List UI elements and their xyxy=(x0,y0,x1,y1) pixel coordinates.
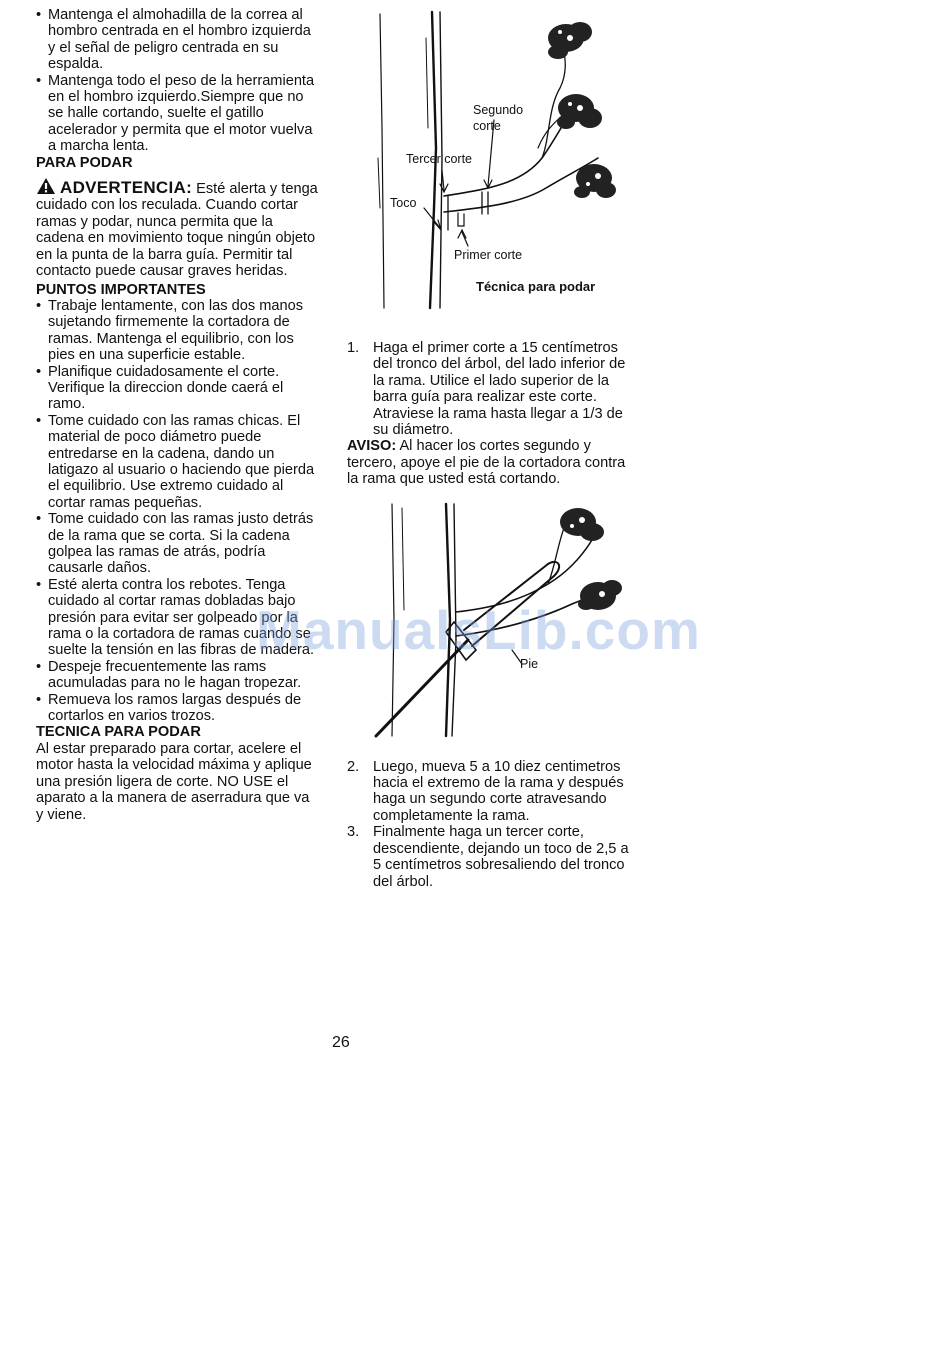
label-tercer-corte: Tercer corte xyxy=(406,152,472,166)
page-number: 26 xyxy=(332,1034,350,1051)
list-item: • Planifique cuidadosamente el corte. Verifique la direccion donde caerá el ramo. xyxy=(36,364,318,413)
list-item xyxy=(347,759,629,825)
steps-list-b xyxy=(347,759,629,890)
puntos-heading: PUNTOS IMPORTANTES xyxy=(36,281,206,298)
aviso-note xyxy=(347,438,629,487)
warning-triangle-icon xyxy=(36,177,56,195)
pruning-illustration xyxy=(370,8,630,310)
warning-label: ADVERTENCIA: xyxy=(60,178,193,198)
aviso-text: Al hacer los cortes segundo y tercero, apoye el pie de la cortadora contra la rama que usted está cortando. xyxy=(347,438,626,488)
list-item: • Esté alerta contra los rebotes. Tenga cuidado al cortar ramas dobladas bajo presión para evitar ser golpeado por la rama o la cortadora de ramas cuando se suelte la tensión en las fibras de madera. xyxy=(36,577,318,659)
step-text: Haga el primer corte a 15 centímetros del tronco del árbol, del lado inferior de la rama. Utilice el lado superior de la barra guía para realizar este corte. Atraviese la rama hasta llegar a 1/3 de su diámetro. xyxy=(373,340,626,439)
label-pie: Pie xyxy=(520,657,539,671)
list-item xyxy=(347,340,629,438)
pruning-technique-figure xyxy=(370,8,630,310)
left-column xyxy=(36,7,318,823)
tecnica-heading: TECNICA PARA PODAR xyxy=(36,724,201,741)
step-number: 1. xyxy=(347,340,360,356)
list-item: • Remueva los ramos largas después de cortarlos en varios trozos. xyxy=(36,692,318,725)
step-text: Finalmente haga un tercer corte, descendiente, dejando un toco de 2,5 a 5 centímetros sobresaliendo del tronco del árbol. xyxy=(373,824,629,890)
para-podar-heading: PARA PODAR xyxy=(36,154,133,171)
step-number: 3. xyxy=(347,824,360,841)
tecnica-text: Al estar preparado para cortar, acelere el motor hasta la velocidad máxima y aplique una presión ligera de corte. NO USE el aparato a la manera de aserradura que va y viene. xyxy=(36,740,312,823)
list-item: • Tome cuidado con las ramas justo detrás de la rama que se corta. Si la cadena golpea las ramas de atrás, podría causarle daños. xyxy=(36,511,318,577)
label-toco: Toco xyxy=(390,196,417,210)
aviso-label: AVISO: xyxy=(347,438,397,455)
figure-caption: Técnica para podar xyxy=(476,279,596,294)
step-text: Luego, mueva 5 a 10 diez centimetros hacia el extremo de la rama y después haga un segundo corte atravesando completamente la rama. xyxy=(373,758,624,824)
warning-block xyxy=(36,177,318,279)
label-primer-corte: Primer corte xyxy=(454,248,523,262)
intro-bullet-list xyxy=(36,7,318,155)
watermark: ManualsLib.com xyxy=(256,599,701,661)
list-item: • Tome cuidado con las ramas chicas. El material de poco diámetro puede entredarse en la cadena, dando un latigazo al usuario o haciendo que pierda el equilibrio. Use extremo cuidado al cortar ramas pequeñas. xyxy=(36,413,318,511)
step-number: 2. xyxy=(347,758,360,775)
warning-text: Esté alerta y tenga cuidado con los reculada. Cuando cortar ramas y podar, nunca permita que la cadena en movimiento toque ningún objeto en la punta de la barra guía. Permitir tal contacto puede causar graves heridas. xyxy=(36,181,318,280)
steps-list-a xyxy=(347,340,629,438)
list-item: • Despeje frecuentemente las rams acumuladas para no le hagan tropezar. xyxy=(36,659,318,692)
list-item: • Trabaje lentamente, con las dos manos sujetando firmemente la cortadora de ramas. Mantenga el equilibrio, con los pies en una superficie estable. xyxy=(36,298,318,364)
list-item: • Mantenga el almohadilla de la correa al hombro centrada en el hombro izquierda y el señal de peligro centrada en su espalda. xyxy=(36,7,318,73)
label-corte: corte xyxy=(473,119,501,133)
list-item: • Mantenga todo el peso de la herramienta en el hombro izquierdo.Siempre que no se halle cortando, suelte el gatillo acelerador y permita que el motor vuelva a marcha lenta. xyxy=(36,73,318,155)
list-item xyxy=(347,824,629,890)
label-segundo: Segundo xyxy=(473,103,524,117)
